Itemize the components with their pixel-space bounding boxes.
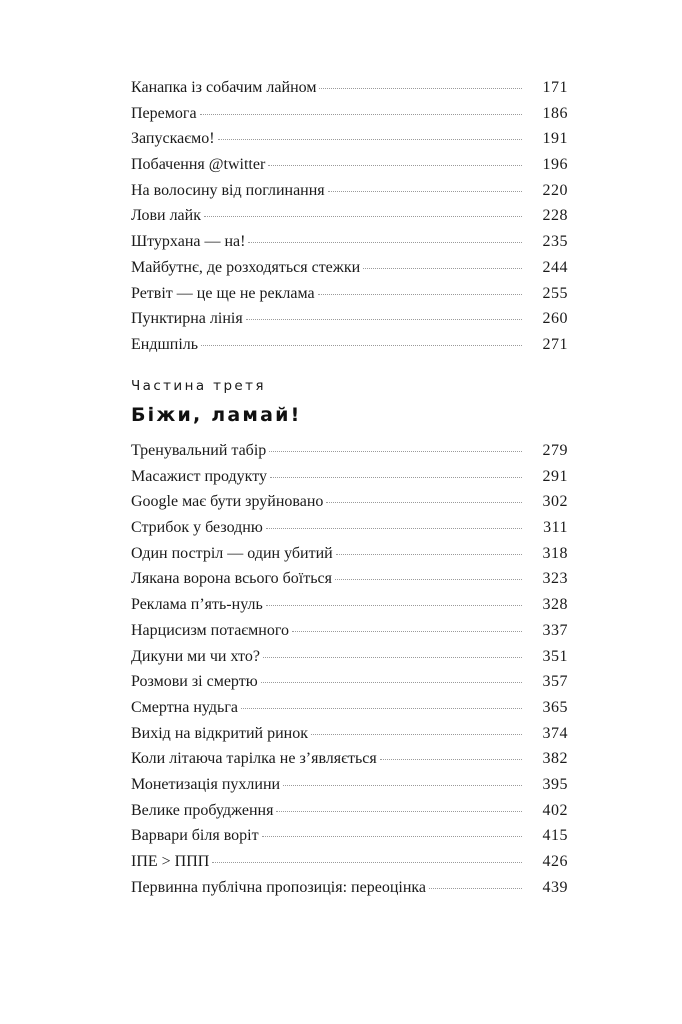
toc-entry-page: 255 xyxy=(542,284,568,302)
toc-entry-page: 426 xyxy=(542,853,568,870)
toc-entry-title: Пунктирна лінія xyxy=(131,310,243,328)
toc-entry-page: 260 xyxy=(542,310,568,328)
toc-entry-title: Лякана ворона всього боїться xyxy=(131,570,332,588)
toc-entry-title: Тренувальний табір xyxy=(131,442,267,459)
toc-entry[interactable] xyxy=(131,721,568,747)
dot-leader xyxy=(318,294,522,295)
dot-leader xyxy=(201,345,522,346)
toc-entry-title: Канапка із собачим лайном xyxy=(131,79,317,96)
toc-entry-title: Майбутнє, де розходяться стежки xyxy=(131,258,361,276)
toc-entry[interactable] xyxy=(131,281,568,307)
toc-entry-page: 402 xyxy=(542,801,568,819)
toc-entry[interactable] xyxy=(131,515,568,541)
dot-leader xyxy=(270,477,522,478)
toc-entry-title: Дикуни ми чи хто? xyxy=(131,647,260,665)
toc-entry-page: 357 xyxy=(542,673,568,691)
toc-entry[interactable] xyxy=(131,152,568,178)
toc-entry-page: 328 xyxy=(542,596,568,614)
toc-entry-page: 271 xyxy=(542,335,568,353)
toc-entry-title: Штурхана — на! xyxy=(131,233,246,251)
toc-entry-title: Розмови зі смертю xyxy=(131,673,258,691)
dot-leader xyxy=(276,811,522,812)
dot-leader xyxy=(292,631,522,632)
dot-leader xyxy=(204,216,522,217)
toc-entry-page: 291 xyxy=(542,467,568,485)
toc-entry[interactable] xyxy=(131,178,568,204)
toc-entry-page: 228 xyxy=(542,207,568,225)
toc-entry[interactable] xyxy=(131,823,568,849)
toc-entry-page: 323 xyxy=(542,570,568,588)
toc-entry[interactable] xyxy=(131,669,568,695)
toc-entry[interactable] xyxy=(131,229,568,255)
toc-list-part-three xyxy=(131,438,568,900)
toc-entry[interactable] xyxy=(131,541,568,567)
dot-leader xyxy=(311,734,522,735)
toc-entry-title: Запускаємо! xyxy=(131,130,215,148)
toc-entry[interactable] xyxy=(131,566,568,592)
toc-entry-page: 220 xyxy=(542,181,568,199)
toc-entry[interactable] xyxy=(131,126,568,152)
toc-entry[interactable] xyxy=(131,618,568,644)
dot-leader xyxy=(246,319,522,320)
dot-leader xyxy=(380,759,522,760)
toc-entry-page: 374 xyxy=(542,724,568,742)
toc-entry[interactable] xyxy=(131,75,568,101)
dot-leader xyxy=(248,242,522,243)
toc-entry-title: Вихід на відкритий ринок xyxy=(131,724,308,742)
dot-leader xyxy=(326,502,522,503)
toc-entry[interactable] xyxy=(131,849,568,875)
dot-leader xyxy=(328,191,522,192)
toc-entry-page: 171 xyxy=(542,79,568,96)
part-label: Частина третя xyxy=(131,378,266,394)
dot-leader xyxy=(266,528,522,529)
toc-entry-page: 279 xyxy=(542,442,568,459)
toc-entry-page: 311 xyxy=(543,519,568,537)
dot-leader xyxy=(269,451,522,452)
dot-leader xyxy=(268,165,522,166)
dot-leader xyxy=(261,682,522,683)
toc-entry[interactable] xyxy=(131,489,568,515)
dot-leader xyxy=(263,657,522,658)
toc-entry-title: Google має бути зруйновано xyxy=(131,493,324,511)
toc-entry-title: Один постріл — один убитий xyxy=(131,544,333,562)
toc-entry-page: 395 xyxy=(542,775,568,793)
toc-entry-page: 439 xyxy=(542,878,568,896)
dot-leader xyxy=(262,836,522,837)
dot-leader xyxy=(335,579,522,580)
toc-list-part-two xyxy=(131,75,568,358)
toc-entry[interactable] xyxy=(131,101,568,127)
toc-entry-page: 318 xyxy=(542,544,568,562)
toc-entry-title: Ендшпіль xyxy=(131,335,199,353)
toc-entry-page: 196 xyxy=(542,156,568,174)
toc-entry-title: Первинна публічна пропозиція: переоцінка xyxy=(131,878,427,896)
dot-leader xyxy=(336,554,522,555)
toc-entry-title: ІПЕ > ППП xyxy=(131,853,210,870)
toc-entry-title: Велике пробудження xyxy=(131,801,274,819)
toc-entry-page: 337 xyxy=(542,621,568,639)
dot-leader xyxy=(241,708,522,709)
toc-entry[interactable] xyxy=(131,592,568,618)
toc-entry[interactable] xyxy=(131,772,568,798)
toc-entry-title: Масажист продукту xyxy=(131,467,268,485)
toc-entry[interactable] xyxy=(131,306,568,332)
toc-entry[interactable] xyxy=(131,332,568,358)
toc-entry-page: 235 xyxy=(542,233,568,251)
toc-entry[interactable] xyxy=(131,875,568,901)
toc-entry[interactable] xyxy=(131,203,568,229)
dot-leader xyxy=(212,862,522,863)
dot-leader xyxy=(218,139,522,140)
toc-entry-title: Варвари біля воріт xyxy=(131,827,259,845)
toc-entry[interactable] xyxy=(131,255,568,281)
toc-entry-title: Ретвіт — це ще не реклама xyxy=(131,284,315,302)
toc-entry-page: 186 xyxy=(542,104,568,122)
toc-entry-title: Побачення @twitter xyxy=(131,156,266,174)
toc-entry-page: 351 xyxy=(542,647,568,665)
toc-entry-title: Стрибок у безодню xyxy=(131,519,263,537)
toc-entry-title: Реклама п’ять-нуль xyxy=(131,596,263,614)
toc-entry-title: На волосину від поглинання xyxy=(131,181,325,199)
toc-entry-page: 191 xyxy=(542,130,568,148)
toc-entry[interactable] xyxy=(131,644,568,670)
toc-entry-page: 244 xyxy=(542,258,568,276)
toc-entry-title: Нарцисизм потаємного xyxy=(131,621,290,639)
dot-leader xyxy=(363,268,522,269)
toc-entry-title: Перемога xyxy=(131,104,197,122)
dot-leader xyxy=(319,88,522,89)
toc-entry[interactable] xyxy=(131,746,568,772)
toc-entry-title: Монетизація пухлини xyxy=(131,775,281,793)
toc-entry-title: Смертна нудьга xyxy=(131,698,238,716)
toc-entry[interactable] xyxy=(131,438,568,464)
dot-leader xyxy=(429,888,522,889)
toc-entry-title: Лови лайк xyxy=(131,207,201,225)
toc-entry-title: Коли літаюча тарілка не з’являється xyxy=(131,750,377,768)
toc-entry[interactable] xyxy=(131,464,568,490)
toc-entry-page: 302 xyxy=(542,493,568,511)
dot-leader xyxy=(200,114,522,115)
toc-entry-page: 382 xyxy=(542,750,568,768)
part-title: Біжи, ламай! xyxy=(131,404,302,426)
toc-entry-page: 365 xyxy=(542,698,568,716)
toc-entry[interactable] xyxy=(131,695,568,721)
toc-entry-page: 415 xyxy=(542,827,568,845)
dot-leader xyxy=(266,605,522,606)
dot-leader xyxy=(283,785,522,786)
toc-entry[interactable] xyxy=(131,798,568,824)
